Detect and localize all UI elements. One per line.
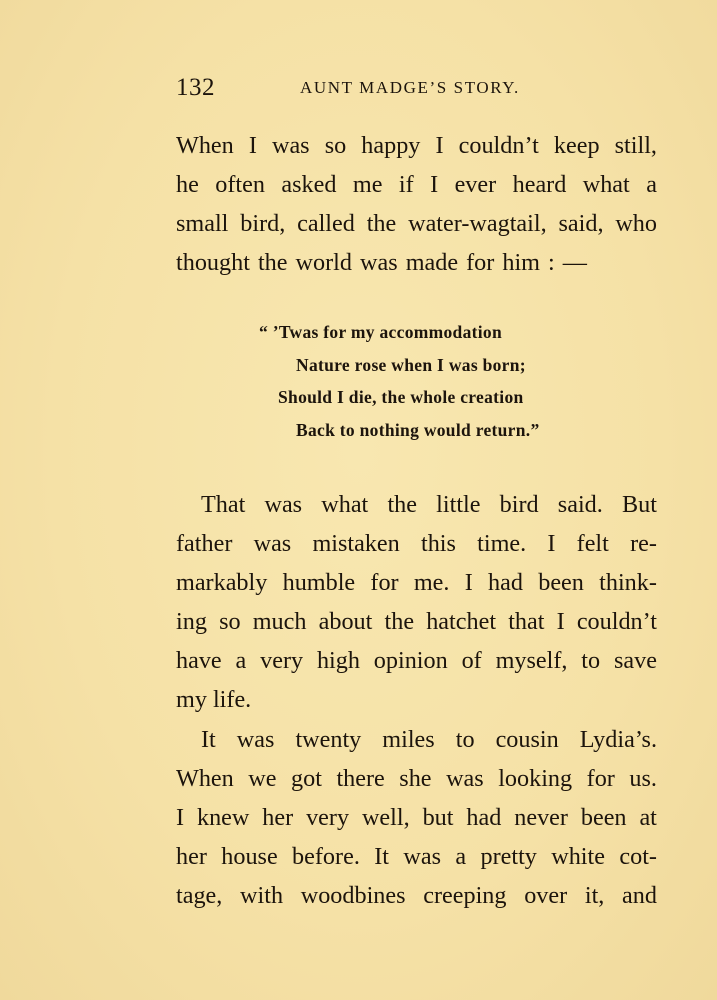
word: It bbox=[201, 726, 216, 753]
word: well, bbox=[361, 804, 410, 831]
word: water-wagtail, bbox=[408, 210, 547, 237]
word: I bbox=[464, 569, 473, 596]
text-line bbox=[201, 490, 657, 520]
text-line bbox=[176, 170, 657, 200]
word: creeping bbox=[423, 882, 507, 909]
word: re- bbox=[630, 530, 657, 557]
word: humble bbox=[282, 569, 356, 596]
word: at bbox=[639, 804, 657, 831]
word: her bbox=[176, 843, 207, 870]
word: there bbox=[336, 765, 385, 792]
word: was bbox=[264, 491, 303, 518]
word: couldn’t bbox=[458, 132, 539, 159]
word: often bbox=[215, 171, 265, 198]
word: her bbox=[262, 804, 294, 831]
verse-line: “ ’Twas for my accommodation bbox=[259, 322, 503, 342]
text-line: my life. bbox=[176, 686, 252, 713]
word: I bbox=[176, 804, 185, 831]
word: to bbox=[455, 726, 475, 753]
word: knew bbox=[196, 804, 250, 831]
word: this bbox=[420, 530, 456, 557]
page-number: 132 bbox=[176, 74, 215, 101]
word: looking bbox=[498, 765, 573, 792]
word: house bbox=[221, 843, 278, 870]
word: over bbox=[524, 882, 568, 909]
text-line bbox=[176, 764, 657, 794]
word: ever bbox=[454, 171, 497, 198]
word: ing bbox=[176, 608, 207, 635]
word: couldn’t bbox=[576, 608, 657, 635]
word: felt bbox=[576, 530, 609, 557]
text-line bbox=[176, 842, 657, 872]
word: and bbox=[622, 882, 657, 909]
word: before. bbox=[292, 843, 360, 870]
word: have bbox=[176, 647, 222, 674]
word: for bbox=[370, 569, 399, 596]
word: cot- bbox=[619, 843, 657, 870]
word: had bbox=[466, 804, 502, 831]
word: us. bbox=[629, 765, 657, 792]
word: I bbox=[547, 530, 556, 557]
word: he bbox=[176, 171, 199, 198]
verse-line: Back to nothing would return.” bbox=[296, 420, 540, 440]
word: had bbox=[488, 569, 523, 596]
word: so bbox=[324, 132, 347, 159]
text-line bbox=[201, 725, 657, 755]
word: twenty bbox=[295, 726, 362, 753]
word: with bbox=[240, 882, 284, 909]
word: I bbox=[248, 132, 257, 159]
word: high bbox=[316, 647, 360, 674]
word: it, bbox=[584, 882, 605, 909]
running-head: AUNT MADGE’S STORY. bbox=[300, 78, 520, 97]
word: very bbox=[306, 804, 350, 831]
word: I bbox=[435, 132, 444, 159]
word: asked bbox=[281, 171, 337, 198]
word: woodbines bbox=[300, 882, 406, 909]
word: much bbox=[252, 608, 307, 635]
word: been bbox=[538, 569, 584, 596]
text-line bbox=[176, 209, 657, 239]
word: cousin bbox=[495, 726, 559, 753]
word: the bbox=[366, 210, 397, 237]
word: pretty bbox=[480, 843, 537, 870]
word: Lydia’s. bbox=[579, 726, 657, 753]
word: to bbox=[581, 647, 601, 674]
text-line bbox=[176, 803, 657, 833]
word: keep bbox=[553, 132, 600, 159]
word: very bbox=[260, 647, 304, 674]
word: mistaken bbox=[312, 530, 400, 557]
word: still, bbox=[614, 132, 657, 159]
word: what bbox=[582, 171, 630, 198]
word: was bbox=[236, 726, 275, 753]
word: time. bbox=[477, 530, 527, 557]
word: myself, bbox=[495, 647, 568, 674]
word: That bbox=[201, 491, 246, 518]
word: she bbox=[399, 765, 432, 792]
word: about bbox=[318, 608, 373, 635]
word: said, bbox=[558, 210, 604, 237]
word: for bbox=[586, 765, 615, 792]
word: heard bbox=[512, 171, 567, 198]
word: was bbox=[403, 843, 441, 870]
word: bird bbox=[499, 491, 539, 518]
verse-line: Should I die, the whole creation bbox=[278, 387, 524, 407]
word: called bbox=[297, 210, 355, 237]
word: small bbox=[176, 210, 229, 237]
word: who bbox=[615, 210, 657, 237]
word: When bbox=[176, 132, 234, 159]
word: of bbox=[461, 647, 482, 674]
word: was bbox=[253, 530, 292, 557]
page-header bbox=[176, 74, 656, 106]
verse-line: Nature rose when I was born; bbox=[296, 355, 526, 375]
word: if bbox=[398, 171, 414, 198]
word: miles bbox=[382, 726, 435, 753]
word: said. bbox=[557, 491, 603, 518]
word: got bbox=[291, 765, 322, 792]
word: but bbox=[422, 804, 454, 831]
word: so bbox=[219, 608, 241, 635]
word: a bbox=[646, 171, 657, 198]
word: me. bbox=[413, 569, 450, 596]
word: When bbox=[176, 765, 234, 792]
text-line bbox=[176, 131, 657, 161]
word: It bbox=[374, 843, 390, 870]
word: I bbox=[430, 171, 439, 198]
word: opinion bbox=[373, 647, 448, 674]
text-line bbox=[176, 607, 657, 637]
word: me bbox=[352, 171, 383, 198]
word: little bbox=[436, 491, 481, 518]
word: we bbox=[248, 765, 277, 792]
word: white bbox=[551, 843, 605, 870]
text-line bbox=[176, 529, 657, 559]
word: was bbox=[271, 132, 310, 159]
text-line: thought the world was made for him : — bbox=[176, 249, 587, 276]
word: been bbox=[580, 804, 627, 831]
text-line bbox=[176, 881, 657, 911]
word: the bbox=[384, 608, 415, 635]
text-line bbox=[176, 646, 657, 676]
word: what bbox=[321, 491, 369, 518]
word: that bbox=[508, 608, 545, 635]
word: hatchet bbox=[426, 608, 497, 635]
word: tage, bbox=[176, 882, 223, 909]
word: never bbox=[514, 804, 568, 831]
word: bird, bbox=[240, 210, 286, 237]
word: father bbox=[176, 530, 233, 557]
word: a bbox=[455, 843, 467, 870]
word: was bbox=[446, 765, 484, 792]
word: markably bbox=[176, 569, 268, 596]
word: happy bbox=[361, 132, 421, 159]
word: But bbox=[621, 491, 657, 518]
word: a bbox=[235, 647, 247, 674]
word: save bbox=[613, 647, 657, 674]
word: think- bbox=[599, 569, 657, 596]
text-line bbox=[176, 568, 657, 598]
word: I bbox=[556, 608, 565, 635]
word: the bbox=[387, 491, 418, 518]
